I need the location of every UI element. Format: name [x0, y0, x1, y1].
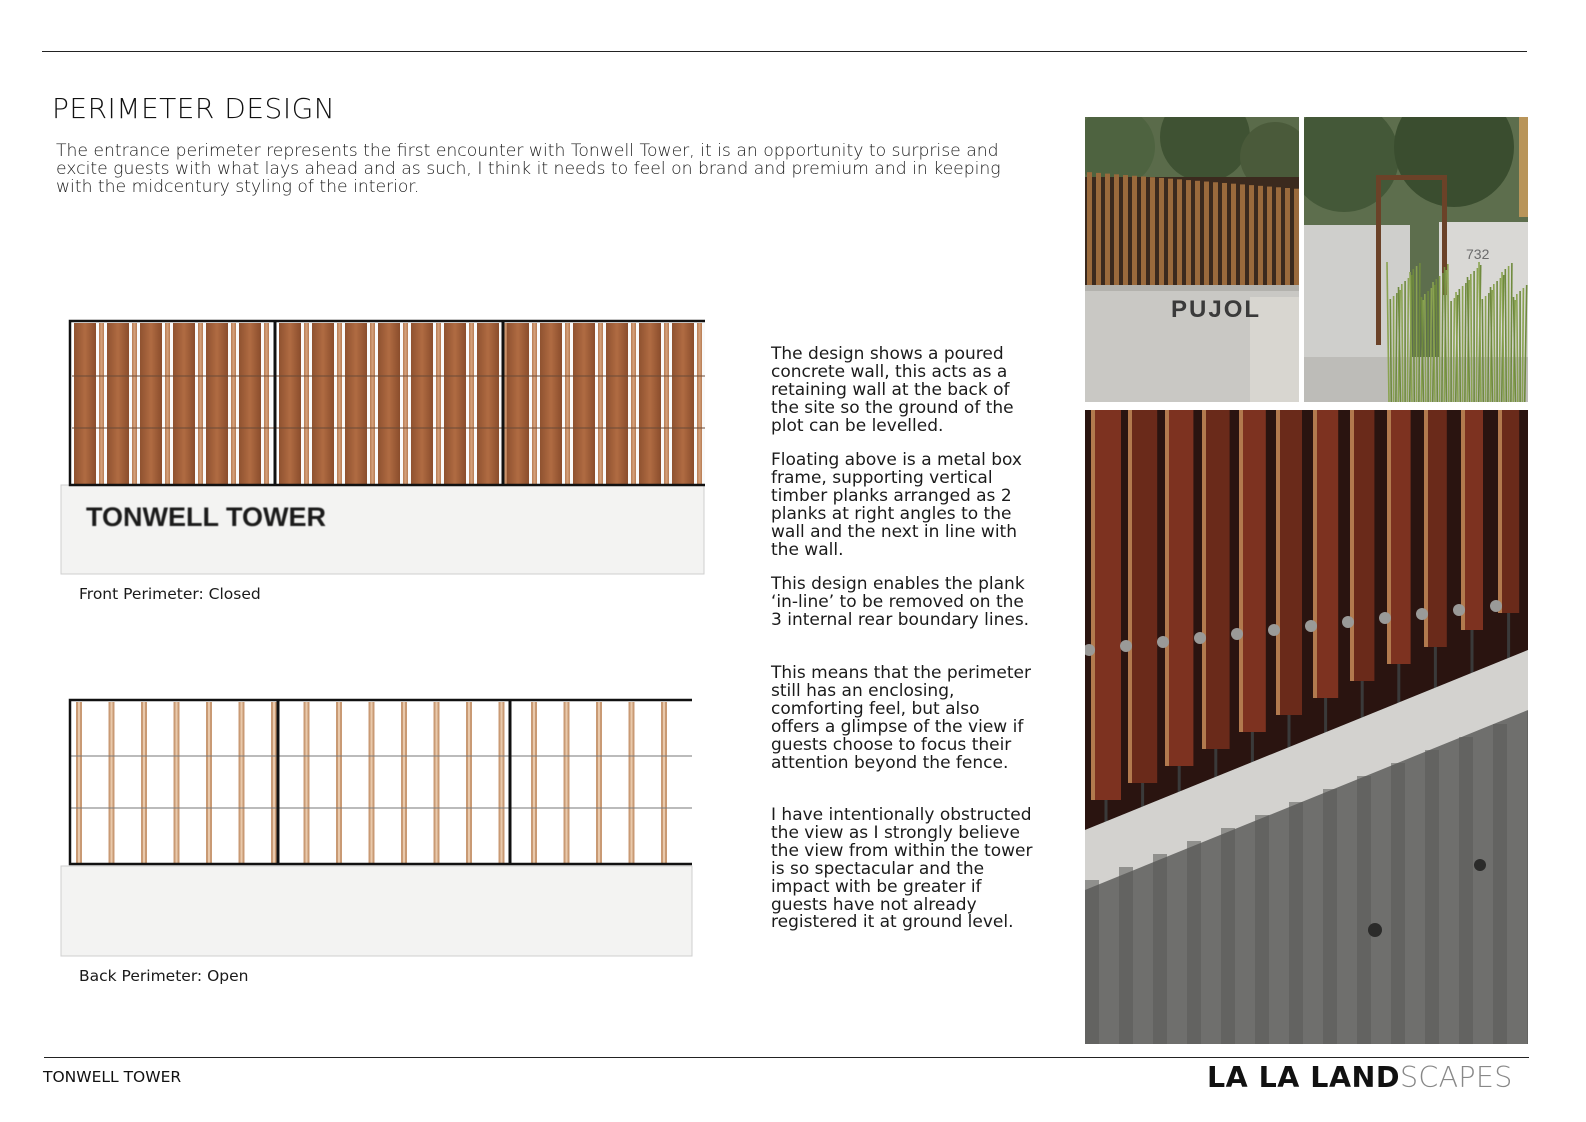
footer-project-name: TONWELL TOWER	[43, 1068, 182, 1086]
description-paragraph-5: I have intentionally obstructed the view as I strongly believe the view from within the tower is so spectacular and the impact with be greater if guests have not already registered it at ground level.	[771, 805, 1033, 933]
photo-pujol-fence	[1085, 117, 1299, 402]
back-concrete-wall	[61, 866, 692, 956]
front-perimeter-caption: Front Perimeter: Closed	[79, 585, 261, 603]
photo2-number: 732	[1466, 246, 1490, 262]
back-timber-planks	[76, 702, 667, 864]
photo-concrete-gateway	[1304, 117, 1528, 402]
description-paragraph-1: The design shows a poured concrete wall, this acts as a retaining wall at the back of the site so the ground of the plot can be levelled.	[771, 344, 1014, 436]
top-rule	[42, 51, 1527, 52]
intro-paragraph: The entrance perimeter represents the first encounter with Tonwell Tower, it is an opportunity to surprise and excite guests with what lays ahead and as such, I think it needs to feel on brand and premium and in keeping with the midcentury styling of the interior.	[56, 141, 1001, 197]
photo1-sign: PUJOL	[1171, 296, 1262, 323]
back-perimeter-drawing	[60, 696, 695, 960]
brand-logo: LA LA LANDSCAPES	[1207, 1061, 1513, 1094]
front-sign-text: TONWELL TOWER	[86, 502, 326, 532]
front-perimeter-drawing	[60, 318, 705, 578]
description-paragraph-2: Floating above is a metal box frame, supporting vertical timber planks arranged as 2 planks at right angles to the wall and the next in line with the wall.	[771, 450, 1022, 560]
photo-timber-slats-closeup	[1085, 410, 1528, 1044]
bottom-rule	[44, 1057, 1529, 1058]
back-perimeter-caption: Back Perimeter: Open	[79, 967, 249, 985]
description-paragraph-4: This means that the perimeter still has an enclosing, comforting feel, but also offers a glimpse of the view if guests choose to focus their attention beyond the fence.	[771, 663, 1031, 773]
front-timber-planks	[72, 323, 705, 484]
page-title: PERIMETER DESIGN	[52, 92, 336, 125]
description-paragraph-3: This design enables the plank ‘in-line’ to be removed on the 3 internal rear boundary lines.	[771, 574, 1030, 630]
